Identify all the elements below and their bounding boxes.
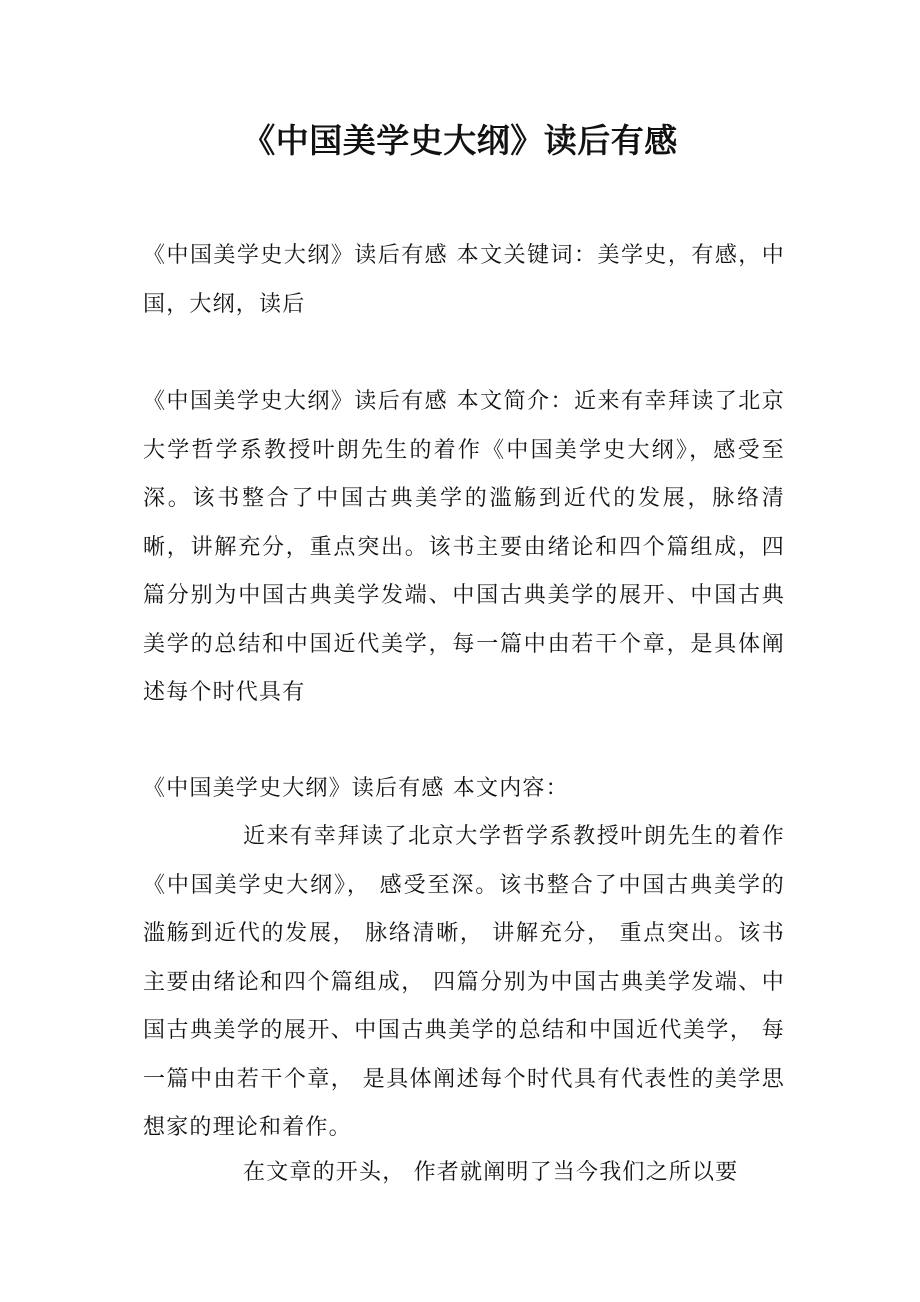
body-paragraph-2: 在文章的开头， 作者就阐明了当今我们之所以要: [243, 1160, 739, 1185]
summary-paragraph: 《中国美学史大纲》读后有感 本文简介：近来有幸拜读了北京大学哲学系教授叶朗先生的着作《中国美学史大纲》，感受至深。该书整合了中国古典美学的滥觞到近代的发展，脉络清晰，讲解充分，重点突出。该书主要由绪论和四个篇组成，四篇分别为中国古典美学发端、中国古典美学的展开、中国古典美学的总结和中国近代美学，每一篇中由若干个章，是具体阐述每个时代具有: [143, 389, 785, 705]
keywords-paragraph: 《中国美学史大纲》读后有感 本文关键词：美学史，有感，中国，大纲，读后: [143, 243, 785, 317]
body-paragraph-1: 近来有幸拜读了北京大学哲学系教授叶朗先生的着作《中国美学史大纲》， 感受至深。该书整合了中国古典美学的滥觞到近代的发展， 脉络清晰， 讲解充分， 重点突出。该书主要由绪论和四个篇组成， 四篇分别为中国古典美学发端、中国古典美学的展开、中国古典美学的总结和中国近代美学， 每一篇中由若干个章， 是具体阐述每个时代具有代表性的美学思想家的理论和着作。: [143, 824, 785, 1140]
document-title: 《中国美学史大纲》读后有感: [242, 121, 678, 160]
content-label: 《中国美学史大纲》读后有感 本文内容：: [143, 776, 569, 801]
